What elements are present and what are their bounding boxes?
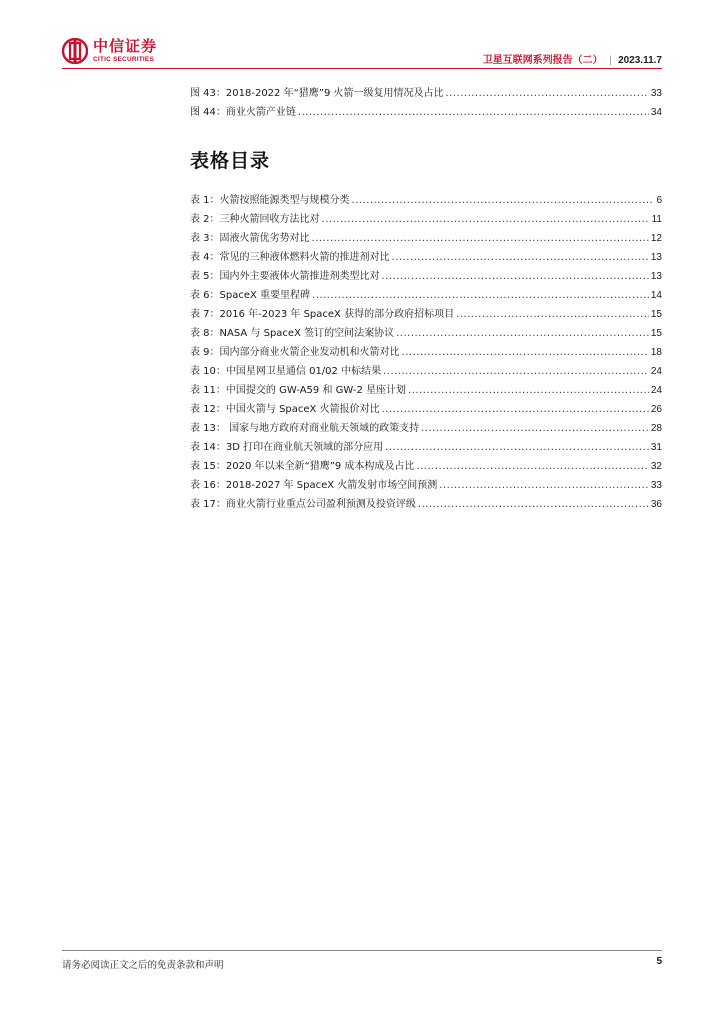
toc-entry-label: 表 6：SpaceX 重要里程碑 bbox=[190, 290, 311, 301]
toc-entry[interactable] bbox=[190, 419, 662, 438]
toc-entry-label: 表 3：固液火箭优劣势对比 bbox=[190, 233, 310, 244]
toc-leader-dots bbox=[392, 248, 649, 267]
toc-leader-dots bbox=[312, 286, 649, 305]
toc-entry-label: 表 14：3D 打印在商业航天领域的部分应用 bbox=[190, 442, 384, 453]
toc-entry[interactable] bbox=[190, 400, 662, 419]
header-divider bbox=[62, 68, 662, 69]
toc-leader-dots bbox=[385, 438, 649, 457]
toc-entry-label: 表 8：NASA 与 SpaceX 签订的空间法案协议 bbox=[190, 328, 395, 339]
toc-entry-label: 图 44：商业火箭产业链 bbox=[190, 107, 296, 118]
table-toc-list bbox=[190, 191, 662, 514]
toc-entry-page: 13 bbox=[650, 252, 662, 263]
toc-entry-page: 32 bbox=[650, 461, 662, 472]
citic-logo-icon bbox=[62, 38, 88, 64]
toc-entry-page: 31 bbox=[650, 442, 662, 453]
toc-leader-dots bbox=[352, 191, 655, 210]
toc-leader-dots bbox=[383, 362, 649, 381]
toc-leader-dots bbox=[439, 476, 649, 495]
toc-leader-dots bbox=[408, 381, 649, 400]
toc-entry-label: 表 7：2016 年-2023 年 SpaceX 获得的部分政府招标项目 bbox=[190, 309, 455, 320]
toc-entry-label: 表 17：商业火箭行业重点公司盈利预测及投资评级 bbox=[190, 499, 416, 510]
toc-entry[interactable] bbox=[190, 324, 662, 343]
toc-entry-page: 33 bbox=[650, 480, 662, 491]
toc-entry-page: 6 bbox=[656, 195, 662, 206]
header-separator: | bbox=[608, 55, 613, 66]
toc-entry-page: 36 bbox=[650, 499, 662, 510]
toc-entry[interactable] bbox=[190, 343, 662, 362]
toc-entry[interactable] bbox=[190, 191, 662, 210]
toc-leader-dots bbox=[322, 210, 650, 229]
toc-entry-label: 表 13： 国家与地方政府对商业航天领域的政策支持 bbox=[190, 423, 420, 434]
toc-leader-dots bbox=[421, 419, 649, 438]
toc-entry[interactable] bbox=[190, 362, 662, 381]
toc-entry-label: 表 12：中国火箭与 SpaceX 火箭报价对比 bbox=[190, 404, 380, 415]
toc-entry[interactable] bbox=[190, 229, 662, 248]
toc-entry-page: 34 bbox=[650, 107, 662, 118]
toc-entry-page: 33 bbox=[650, 88, 662, 99]
toc-entry-page: 15 bbox=[650, 328, 662, 339]
toc-leader-dots bbox=[312, 229, 649, 248]
toc-entry-page: 18 bbox=[650, 347, 662, 358]
toc-entry-label: 表 10：中国星网卫星通信 01/02 中标结果 bbox=[190, 366, 382, 377]
toc-entry-page: 26 bbox=[650, 404, 662, 415]
toc-entry[interactable] bbox=[190, 381, 662, 400]
toc-entry-page: 28 bbox=[650, 423, 662, 434]
toc-entry[interactable] bbox=[190, 267, 662, 286]
toc-leader-dots bbox=[402, 343, 649, 362]
toc-entry-label: 表 1：火箭按照能源类型与规模分类 bbox=[190, 195, 350, 206]
toc-entry-page: 12 bbox=[650, 233, 662, 244]
page-number: 5 bbox=[656, 956, 662, 967]
toc-entry[interactable] bbox=[190, 457, 662, 476]
logo-chinese-name: 中信证券 bbox=[93, 36, 158, 55]
toc-entry-label: 表 4：常见的三种液体燃料火箭的推进剂对比 bbox=[190, 252, 390, 263]
toc-entry-page: 13 bbox=[650, 271, 662, 282]
toc-leader-dots bbox=[298, 103, 649, 122]
toc-entry-label: 表 5：国内外主要液体火箭推进剂类型比对 bbox=[190, 271, 380, 282]
toc-leader-dots bbox=[456, 305, 649, 324]
report-date: 2023.11.7 bbox=[618, 55, 662, 66]
toc-entry[interactable] bbox=[190, 84, 662, 103]
footer-divider bbox=[62, 950, 662, 951]
toc-entry-page: 24 bbox=[650, 366, 662, 377]
logo-english-name: CITIC SECURITIES bbox=[93, 55, 154, 63]
toc-entry[interactable] bbox=[190, 438, 662, 457]
toc-entry[interactable] bbox=[190, 210, 662, 229]
toc-entry-label: 表 16：2018-2027 年 SpaceX 火箭发射市场空间预测 bbox=[190, 480, 438, 491]
company-logo bbox=[62, 37, 157, 65]
toc-entry[interactable] bbox=[190, 103, 662, 122]
toc-entry-label: 表 15：2020 年以来全新“猎鹰”9 成本构成及占比 bbox=[190, 461, 415, 472]
toc-leader-dots bbox=[416, 457, 648, 476]
figure-toc-list bbox=[190, 84, 662, 122]
toc-entry[interactable] bbox=[190, 305, 662, 324]
table-toc-heading: 表格目录 bbox=[190, 150, 271, 172]
header-info bbox=[483, 51, 662, 66]
toc-entry[interactable] bbox=[190, 286, 662, 305]
toc-entry-label: 图 43：2018-2022 年“猎鹰”9 火箭一级复用情况及占比 bbox=[190, 88, 444, 99]
toc-entry-page: 11 bbox=[651, 214, 662, 225]
toc-entry[interactable] bbox=[190, 248, 662, 267]
toc-entry[interactable] bbox=[190, 495, 662, 514]
report-title: 卫星互联网系列报告（二） bbox=[482, 55, 603, 66]
toc-leader-dots bbox=[446, 84, 649, 103]
footer-disclaimer: 请务必阅读正文之后的免责条款和声明 bbox=[62, 960, 224, 971]
toc-leader-dots bbox=[382, 400, 649, 419]
toc-entry-label: 表 2：三种火箭回收方法比对 bbox=[190, 214, 320, 225]
toc-leader-dots bbox=[382, 267, 649, 286]
toc-leader-dots bbox=[396, 324, 649, 343]
toc-entry-page: 14 bbox=[650, 290, 662, 301]
toc-entry-page: 24 bbox=[650, 385, 662, 396]
toc-entry[interactable] bbox=[190, 476, 662, 495]
toc-entry-label: 表 11：中国提交的 GW-A59 和 GW-2 星座计划 bbox=[190, 385, 407, 396]
toc-leader-dots bbox=[418, 495, 649, 514]
toc-entry-page: 15 bbox=[650, 309, 662, 320]
toc-entry-label: 表 9：国内部分商业火箭企业发动机和火箭对比 bbox=[190, 347, 400, 358]
